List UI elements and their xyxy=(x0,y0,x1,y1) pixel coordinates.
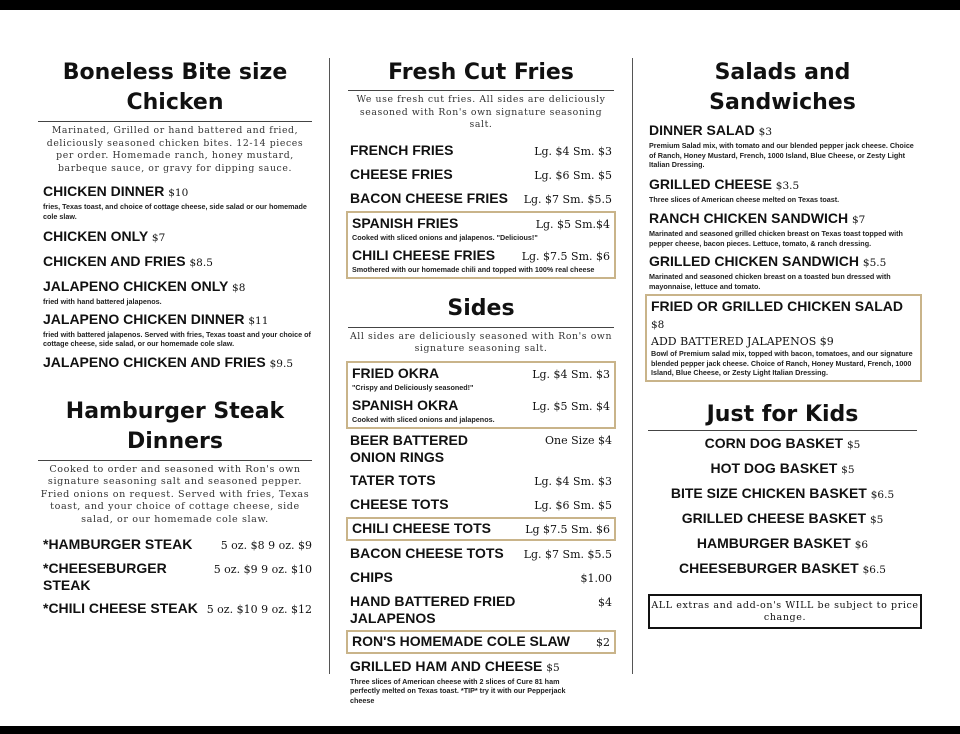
kids-items xyxy=(640,435,925,579)
menu-item: DINNER SALAD $3 Premium Salad mix, with tomato and our blended pepper jack cheese. Choice of Ranch, Honey Mustard, French, 1000 Island, Blue Cheese, or Zesty Light Italian Dressing. xyxy=(649,122,914,169)
menu-item: SPANISH FRIES Lg. $5 Sm.$4 Cooked with sliced onions and jalapenos. "Delicious!" xyxy=(352,214,610,242)
bottom-border xyxy=(0,726,960,734)
menu-item: RANCH CHICKEN SANDWICH $7 Marinated and seasoned grilled chicken breast on Texas toast topped with pepper cheese, bacon pieces. Lettuce, tomato, & ranch dressing. xyxy=(649,210,903,248)
salads-title: Salads and Sandwiches xyxy=(709,60,856,115)
menu-item: BEER BATTERED ONION RINGS One Size $4 xyxy=(350,431,612,465)
chicken-description: Marinated, Grilled or hand battered and fried, deliciously seasoned chicken bites. 12-14 pieces per order. Homemade ranch, honey mustard, barbeque sauce, or gravy for dipping sauce. xyxy=(38,121,312,175)
menu-item: *HAMBURGER STEAK 5 oz. $8 9 oz. $9 xyxy=(43,536,312,552)
chicken-title: Boneless Bite size Chicken xyxy=(62,60,288,115)
highlighted-items xyxy=(346,211,616,279)
menu-item: FRIED OKRA Lg. $4 Sm. $3 "Crispy and Deliciously seasoned!" xyxy=(352,364,610,392)
menu-item: CHEESE FRIES Lg. $6 Sm. $5 xyxy=(350,165,612,182)
highlighted-items xyxy=(346,361,616,429)
sides-description: All sides are deliciously seasoned with Ron's own signature seasoning salt. xyxy=(348,327,614,356)
menu-item: SPANISH OKRA Lg. $5 Sm. $4 Cooked with sliced onions and jalapenos. xyxy=(352,397,610,424)
sides-items xyxy=(340,361,622,706)
column-divider xyxy=(632,58,633,674)
salads-kids-column xyxy=(640,58,925,579)
fries-title: Fresh Cut Fries xyxy=(388,60,574,85)
menu-item: HAMBURGER BASKET $6 xyxy=(696,534,869,551)
steak-description: Cooked to order and seasoned with Ron's own signature seasoning salt and seasoned pepper. Fried onions on request. Served with fries, Texas toast, and your choice of cottage cheese, side salad, or our homemade cole slaw. xyxy=(38,460,312,527)
salads-items xyxy=(640,122,925,291)
menu-item: CORN DOG BASKET $5 xyxy=(704,434,861,451)
menu-item: CHILI CHEESE FRIES Lg. $7.5 Sm. $6 Smothered with our homemade chili and topped with 100% real cheese xyxy=(352,247,610,274)
chicken-items xyxy=(30,183,320,373)
menu-item: *CHILI CHEESE STEAK 5 oz. $10 9 oz. $12 xyxy=(43,600,312,616)
menu-item: CHEESEBURGER BASKET $6.5 xyxy=(679,559,886,576)
menu-item: BACON CHEESE FRIES Lg. $7 Sm. $5.5 xyxy=(350,189,612,206)
menu-item: GRILLED CHICKEN SANDWICH $5.5 Marinated and seasoned chicken breast on a toasted bun dressed with mayonnaise, lettuce and tomato. xyxy=(649,253,891,291)
steak-title: Hamburger Steak Dinners xyxy=(65,398,285,454)
top-border xyxy=(0,0,960,10)
menu-item: CHILI CHEESE TOTS Lg $7.5 Sm. $6 xyxy=(346,517,616,541)
menu-item: GRILLED CHEESE BASKET $5 xyxy=(681,509,884,526)
chicken-salad-special: FRIED OR GRILLED CHICKEN SALAD $8 ADD BATTERED JALAPENOS $9 Bowl of Premium salad mix, topped with bacon, tomatoes, and our signature blended pepper jack cheese. Choice of Ranch, Honey Mustard, French, 1000 Island, Blue Cheese, or Zesty Light Italian Dressing. xyxy=(645,294,922,382)
kids-title: Just for Kids xyxy=(706,401,859,427)
menu-item: JALAPENO CHICKEN ONLY $8 fried with hand battered jalapenos. xyxy=(43,278,246,306)
price-change-note: ALL extras and add-on's WILL be subject to price change. xyxy=(648,594,922,629)
fries-description: We use fresh cut fries. All sides are deliciously seasoned with Ron's own signature seasoning salt. xyxy=(348,90,614,132)
fries-items xyxy=(340,142,622,279)
menu-item: CHEESE TOTS Lg. $6 Sm. $5 xyxy=(350,495,612,512)
menu-item: GRILLED CHEESE $3.5 Three slices of American cheese melted on Texas toast. xyxy=(649,175,840,204)
chicken-column xyxy=(30,58,320,618)
steak-items xyxy=(30,536,320,618)
menu-item: HAND BATTERED FRIED JALAPENOS $4 xyxy=(350,592,612,626)
menu-item: HOT DOG BASKET $5 xyxy=(710,459,855,476)
menu-item: BACON CHEESE TOTS Lg. $7 Sm. $5.5 xyxy=(350,544,612,561)
menu-item: *CHEESEBURGER STEAK 5 oz. $9 9 oz. $10 xyxy=(43,560,312,593)
menu-item: CHICKEN ONLY $7 xyxy=(43,228,166,244)
menu-item: JALAPENO CHICKEN DINNER $11 fried with battered jalapenos. Served with fries, Texas toast and your choice of cottage cheese, side salad, or our homemade cole slaw. xyxy=(43,310,311,348)
kids-divider xyxy=(648,430,917,431)
sides-title: Sides xyxy=(447,295,515,321)
menu-item: FRENCH FRIES Lg. $4 Sm. $3 xyxy=(350,141,612,158)
menu-item: CHIPS $1.00 xyxy=(350,568,612,585)
menu-item: TATER TOTS Lg. $4 Sm. $3 xyxy=(350,471,612,488)
column-divider xyxy=(329,58,330,674)
menu-item: CHICKEN AND FRIES $8.5 xyxy=(43,253,213,269)
fries-sides-column xyxy=(340,58,622,705)
menu-item: JALAPENO CHICKEN AND FRIES $9.5 xyxy=(43,353,294,370)
menu-item: RON'S HOMEMADE COLE SLAW $2 xyxy=(346,630,616,654)
menu-item: GRILLED HAM AND CHEESE $5 Three slices of American cheese with 2 slices of Cure 81 ham perfectly melted on Texas toast. *TIP* try it with our Pepperjack cheese xyxy=(350,657,566,705)
menu-item: BITE SIZE CHICKEN BASKET $6.5 xyxy=(670,484,895,501)
menu-item: CHICKEN DINNER $10 fries, Texas toast, and choice of cottage cheese, side salad or our homemade cole slaw. xyxy=(43,183,307,221)
